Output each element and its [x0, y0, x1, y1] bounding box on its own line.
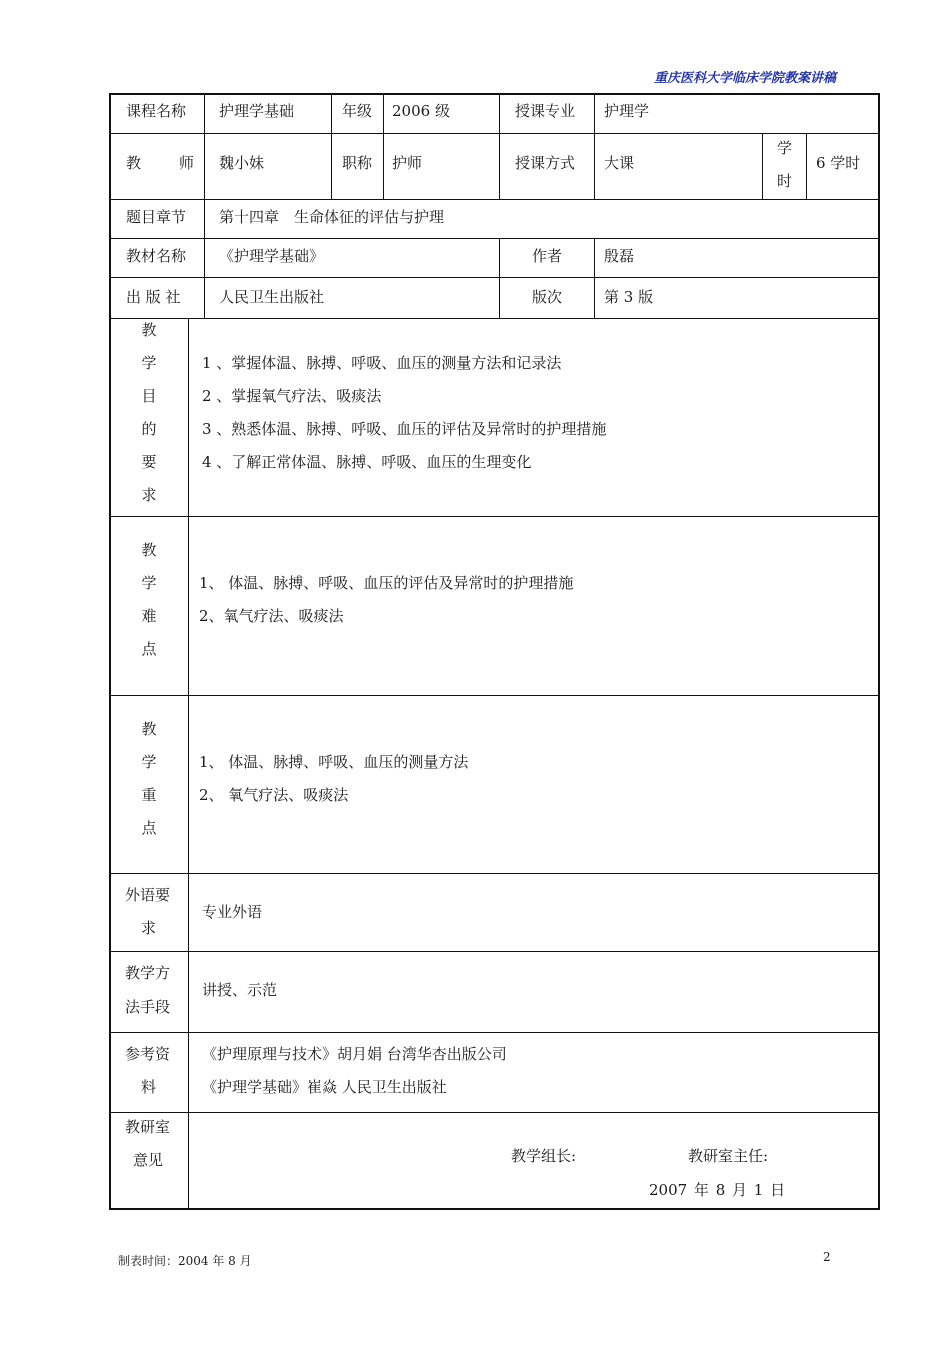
- job-title-value: 护师: [392, 154, 423, 172]
- hours-label-bottom: 时: [777, 172, 793, 190]
- list-item: 2、氧气疗法、吸痰法: [199, 607, 344, 625]
- list-item: 3 、熟悉体温、脉搏、呼吸、血压的评估及异常时的护理措施: [202, 420, 607, 438]
- references-label-line2: 料: [141, 1078, 157, 1096]
- list-item: 1、 体温、脉搏、呼吸、血压的测量方法: [199, 753, 469, 771]
- job-title-label: 职称: [342, 154, 373, 172]
- foreign-label-line1: 外语要: [125, 886, 171, 904]
- key-points-list: [199, 746, 468, 812]
- references-label-line1: 参考资: [125, 1045, 171, 1063]
- list-item: 2 、掌握氧气疗法、吸痰法: [202, 387, 382, 405]
- hours-value: 6 学时: [816, 154, 861, 172]
- difficulties-label: 教 学 难 点: [141, 541, 157, 658]
- edition-value: 第 3 版: [604, 288, 654, 306]
- reference-item: 《护理学基础》崔焱 人民卫生出版社: [202, 1078, 447, 1096]
- foreign-value: 专业外语: [202, 903, 263, 921]
- director-label: 教研室主任:: [688, 1147, 769, 1165]
- list-item: 1、 体温、脉搏、呼吸、血压的评估及异常时的护理措施: [199, 574, 574, 592]
- publisher-value: 人民卫生出版社: [219, 288, 325, 306]
- opinion-date: 2007 年 8 月 1 日: [649, 1181, 786, 1199]
- textbook-value: 《护理学基础》: [219, 247, 325, 265]
- grade-label: 年级: [342, 102, 373, 120]
- key-points-label: 教 学 重 点: [141, 720, 157, 837]
- course-name-value: 护理学基础: [219, 102, 295, 120]
- list-item: 2、 氧气疗法、吸痰法: [199, 786, 349, 804]
- objectives-label: 教 学 目 的 要 求: [141, 321, 157, 504]
- footer-made-time: 制表时间：2004 年 8 月: [118, 1254, 252, 1268]
- document-header-title: 重庆医科大学临床学院教案讲稿: [653, 71, 836, 86]
- list-item: 1 、掌握体温、脉搏、呼吸、血压的测量方法和记录法: [202, 354, 562, 372]
- major-value: 护理学: [604, 102, 650, 120]
- list-item: 4 、了解正常体温、脉搏、呼吸、血压的生理变化: [202, 453, 532, 471]
- grade-value: 2006 级: [392, 102, 450, 120]
- teacher-label: 教 师: [126, 154, 194, 172]
- edition-label: 版次: [532, 288, 563, 306]
- chapter-value: 第十四章 生命体征的评估与护理: [219, 208, 445, 226]
- publisher-label: 出 版 社: [126, 288, 181, 306]
- teacher-value: 魏小妹: [219, 154, 265, 172]
- page-number: 2: [823, 1250, 831, 1264]
- opinion-label-line2: 意见: [133, 1151, 164, 1169]
- teaching-mode-value: 大课: [604, 154, 635, 172]
- author-value: 殷磊: [604, 247, 635, 265]
- method-value: 讲授、示范: [202, 981, 278, 999]
- opinion-label-line1: 教研室: [125, 1118, 171, 1136]
- chapter-label: 题目章节: [126, 208, 187, 226]
- method-label-line2: 法手段: [125, 998, 171, 1016]
- textbook-label: 教材名称: [126, 247, 187, 265]
- teaching-mode-label: 授课方式: [515, 154, 576, 172]
- author-label: 作者: [532, 247, 563, 265]
- course-name-label: 课程名称: [126, 102, 187, 120]
- teaching-leader-label: 教学组长:: [511, 1147, 577, 1165]
- difficulties-list: [199, 567, 573, 633]
- objectives-list: [202, 347, 606, 479]
- method-label-line1: 教学方: [125, 964, 171, 982]
- hours-label-top: 学: [777, 139, 793, 157]
- major-label: 授课专业: [515, 102, 576, 120]
- reference-item: 《护理原理与技术》胡月娟 台湾华杏出版公司: [202, 1045, 507, 1063]
- foreign-label-line2: 求: [141, 919, 157, 937]
